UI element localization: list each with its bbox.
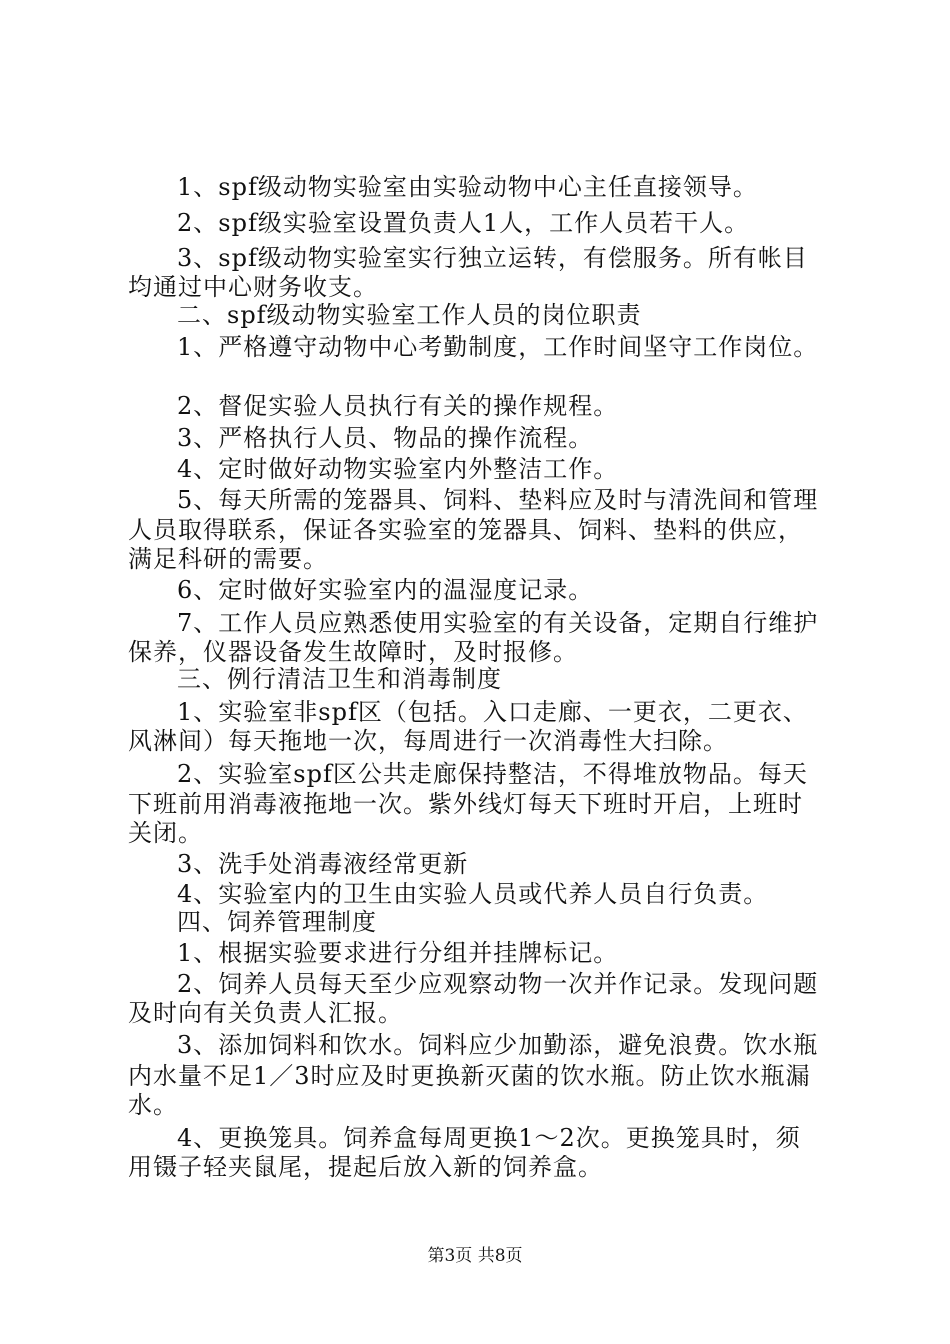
text-line: 均通过中心财务收支。 xyxy=(128,273,378,301)
text-line: 2、spf级实验室设置负责人1人，工作人员若干人。 xyxy=(177,209,750,237)
text-line: 1、根据实验要求进行分组并挂牌标记。 xyxy=(177,939,619,967)
text-line: 3、严格执行人员、物品的操作流程。 xyxy=(177,424,594,452)
text-line: 下班前用消毒液拖地一次。紫外线灯每天下班时开启，上班时 xyxy=(128,790,803,818)
text-line: 满足科研的需要。 xyxy=(128,545,328,573)
text-line: 关闭。 xyxy=(128,819,203,847)
text-line: 2、饲养人员每天至少应观察动物一次并作记录。发现问题 xyxy=(177,970,819,998)
text-line: 2、督促实验人员执行有关的操作规程。 xyxy=(177,392,619,420)
text-line: 4、更换笼具。饲养盒每周更换1～2次。更换笼具时，须 xyxy=(177,1124,801,1152)
page-footer: 第3页 共8页 xyxy=(427,1246,523,1266)
text-line: 3、洗手处消毒液经常更新 xyxy=(177,850,469,878)
text-line: 6、定时做好实验室内的温湿度记录。 xyxy=(177,576,594,604)
text-line: 7、工作人员应熟悉使用实验室的有关设备，定期自行维护 xyxy=(177,609,819,637)
text-line: 3、添加饲料和饮水。饲料应少加勤添，避免浪费。饮水瓶 xyxy=(177,1031,819,1059)
text-line: 及时向有关负责人汇报。 xyxy=(128,999,403,1027)
text-line: 4、实验室内的卫生由实验人员或代养人员自行负责。 xyxy=(177,880,769,908)
section-heading: 二、spf级动物实验室工作人员的岗位职责 xyxy=(177,301,642,329)
text-line: 3、spf级动物实验室实行独立运转，有偿服务。所有帐目 xyxy=(177,244,808,272)
text-line: 用镊子轻夹鼠尾，提起后放入新的饲养盒。 xyxy=(128,1153,603,1181)
text-line: 水。 xyxy=(128,1091,178,1119)
text-line: 1、严格遵守动物中心考勤制度，工作时间坚守工作岗位。 xyxy=(177,333,819,361)
text-line: 5、每天所需的笼器具、饲料、垫料应及时与清洗间和管理 xyxy=(177,486,819,514)
text-line: 2、实验室spf区公共走廊保持整洁，不得堆放物品。每天 xyxy=(177,760,808,788)
text-line: 内水量不足1／3时应及时更换新灭菌的饮水瓶。防止饮水瓶漏 xyxy=(128,1062,811,1090)
text-line: 风淋间）每天拖地一次，每周进行一次消毒性大扫除。 xyxy=(128,727,728,755)
text-line: 保养，仪器设备发生故障时，及时报修。 xyxy=(128,638,578,666)
section-heading: 三、例行清洁卫生和消毒制度 xyxy=(177,665,502,693)
text-line: 1、实验室非spf区（包括。入口走廊、一更衣，二更衣、 xyxy=(177,698,808,726)
text-line: 4、定时做好动物实验室内外整洁工作。 xyxy=(177,455,619,483)
text-line: 人员取得联系，保证各实验室的笼器具、饲料、垫料的供应， xyxy=(128,516,803,544)
section-heading: 四、饲养管理制度 xyxy=(177,908,377,936)
text-line: 1、spf级动物实验室由实验动物中心主任直接领导。 xyxy=(177,173,758,201)
